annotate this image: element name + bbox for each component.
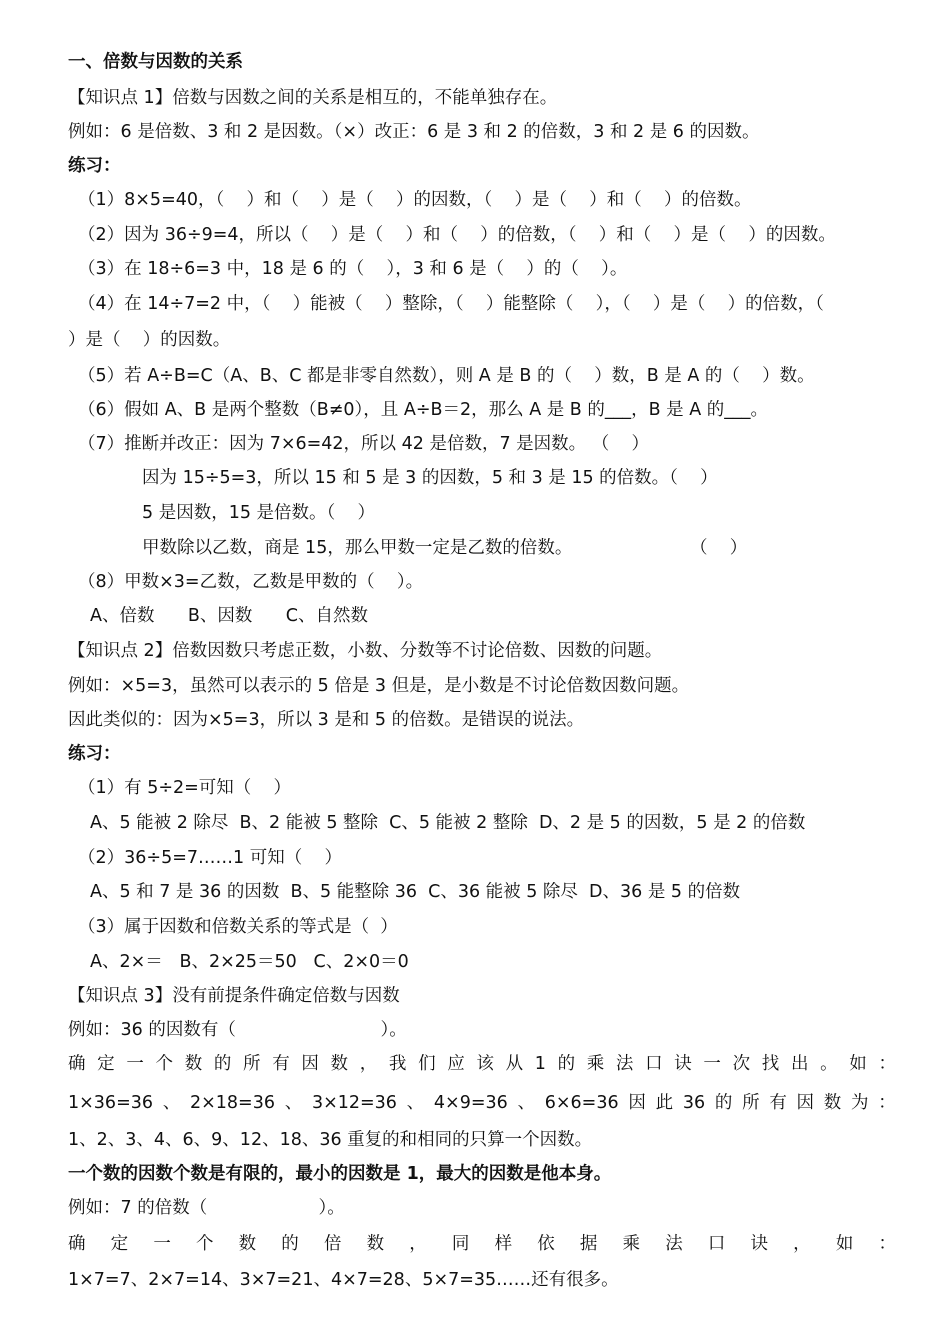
choice-options: A、倍数 B、因数 C、自然数 bbox=[90, 606, 368, 626]
token: 有 bbox=[769, 1093, 787, 1113]
token: 、 bbox=[517, 1093, 536, 1113]
char: 有 bbox=[272, 1054, 290, 1074]
char: 样 bbox=[494, 1234, 513, 1254]
char: ： bbox=[878, 1054, 896, 1074]
token: 3×12=36 bbox=[311, 1093, 397, 1113]
char: 从 bbox=[505, 1054, 524, 1074]
char: 该 bbox=[476, 1054, 494, 1074]
token: 为 bbox=[851, 1093, 869, 1113]
key-conclusion: 一个数的因数个数是有限的，最小的因数是 1，最大的因数是他本身。 bbox=[68, 1164, 612, 1184]
char: 诀 bbox=[750, 1234, 768, 1254]
token: 、 bbox=[284, 1093, 303, 1113]
token: 、 bbox=[162, 1093, 181, 1113]
exercise-subitem: 因为 15÷5=3，所以 15 和 5 是 3 的因数，5 和 3 是 15 的倍数。（ ） bbox=[142, 468, 718, 488]
token: 、 bbox=[406, 1093, 425, 1113]
token: 因 bbox=[628, 1093, 646, 1113]
example-text: 例如：7 的倍数（ ）。 bbox=[68, 1198, 345, 1218]
token: 的 bbox=[714, 1093, 733, 1113]
exercise-item: （2）36÷5=7……1 可知（ ） bbox=[78, 848, 342, 868]
char: 一 bbox=[126, 1054, 144, 1074]
exercise-subitem: 甲数除以乙数，商是 15，那么甲数一定是乙数的倍数。 bbox=[142, 538, 573, 558]
choice-options: A、2×＝ B、2×25＝50 C、2×0＝0 bbox=[90, 952, 409, 972]
multiples-list: 1×7=7、2×7=14、3×7=21、4×7=28、5×7=35……还有很多。 bbox=[68, 1270, 619, 1290]
char: 倍 bbox=[323, 1234, 342, 1254]
factors-list: 1、2、3、4、6、9、12、18、36 重复的和相同的只算一个因数。 bbox=[68, 1130, 593, 1150]
char: 法 bbox=[665, 1234, 683, 1254]
char: ， bbox=[409, 1234, 427, 1254]
char: ， bbox=[359, 1054, 378, 1074]
char: 确 bbox=[68, 1054, 86, 1074]
exercise-item: （8）甲数×3=乙数，乙数是甲数的（ ）。 bbox=[78, 572, 424, 592]
section-heading: 一、倍数与因数的关系 bbox=[68, 52, 243, 72]
exercise-item: （3）在 18÷6=3 中，18 是 6 的（ ），3 和 6 是（ ）的（ ）。 bbox=[78, 259, 628, 279]
example-text: 因此类似的：因为×5=3，所以 3 是和 5 的倍数。是错误的说法。 bbox=[68, 710, 585, 730]
char: 因 bbox=[301, 1054, 319, 1074]
char: 所 bbox=[243, 1054, 261, 1074]
char: 一 bbox=[153, 1234, 171, 1254]
char: 定 bbox=[97, 1054, 115, 1074]
knowledge-point-2: 【知识点 2】倍数因数只考虑正数，小数、分数等不讨论倍数、因数的问题。 bbox=[68, 641, 663, 661]
exercise-heading: 练习： bbox=[68, 744, 121, 764]
choice-options: A、5 能被 2 除尽 B、2 能被 5 整除 C、5 能被 2 整除 D、2 是 5 的因数，5 是 2 的倍数 bbox=[90, 813, 806, 833]
token: 6×6=36 bbox=[544, 1093, 619, 1113]
token: 2×18=36 bbox=[189, 1093, 275, 1113]
exercise-item: （6）假如 A、B 是两个整数（B≠0），且 A÷B＝2，那么 A 是 B 的___，B 是 A 的___。 bbox=[78, 400, 769, 420]
exercise-item: （2）因为 36÷9=4，所以（ ）是（ ）和（ ）的倍数，（ ）和（ ）是（ ）的因数。 bbox=[78, 225, 836, 245]
example-text: 例如：6 是倍数、3 和 2 是因数。（×）改正：6 是 3 和 2 的倍数，3 和 2 是 6 的因数。 bbox=[68, 122, 760, 142]
exercise-item: （1）8×5=40，（ ）和（ ）是（ ）的因数，（ ）是（ ）和（ ）的倍数。 bbox=[78, 190, 752, 210]
char: 口 bbox=[645, 1054, 663, 1074]
knowledge-point-3: 【知识点 3】没有前提条件确定倍数与因数 bbox=[68, 986, 400, 1006]
char: 同 bbox=[451, 1234, 470, 1254]
token: 因 bbox=[796, 1093, 815, 1113]
token: ： bbox=[878, 1093, 896, 1113]
answer-bracket: （ ） bbox=[690, 538, 748, 558]
char: 次 bbox=[732, 1054, 751, 1074]
char: 出 bbox=[790, 1054, 809, 1074]
char: 一 bbox=[703, 1054, 721, 1074]
knowledge-point-1: 【知识点 1】倍数与因数之间的关系是相互的，不能单独存在。 bbox=[68, 88, 558, 108]
token: 此 bbox=[655, 1093, 674, 1113]
char: 数 bbox=[330, 1054, 349, 1074]
char: 的 bbox=[213, 1054, 232, 1074]
char: 乘 bbox=[622, 1234, 641, 1254]
exercise-item: （7）推断并改正：因为 7×6=42，所以 42 是倍数，7 是因数。 （ ） bbox=[78, 434, 649, 454]
char: 们 bbox=[418, 1054, 436, 1074]
char: 乘 bbox=[586, 1054, 605, 1074]
char: 据 bbox=[579, 1234, 598, 1254]
token: 数 bbox=[823, 1093, 842, 1113]
char: 个 bbox=[155, 1054, 174, 1074]
token: 36 bbox=[682, 1093, 706, 1113]
exercise-subitem: 5 是因数，15 是倍数。（ ） bbox=[142, 503, 376, 523]
char: 个 bbox=[195, 1234, 214, 1254]
char: 定 bbox=[110, 1234, 129, 1254]
char: 的 bbox=[557, 1054, 576, 1074]
char: 法 bbox=[615, 1054, 634, 1074]
justified-line bbox=[68, 1232, 896, 1256]
char: 诀 bbox=[674, 1054, 692, 1074]
justified-line bbox=[68, 1091, 896, 1115]
char: 找 bbox=[761, 1054, 780, 1074]
char: 应 bbox=[447, 1054, 465, 1074]
exercise-item: （4）在 14÷7=2 中，（ ）能被（ ）整除，（ ）能整除（ ），（ ）是（ ）的倍数，（ bbox=[78, 294, 824, 314]
char: ： bbox=[878, 1234, 896, 1254]
exercise-item: （3）属于因数和倍数关系的等式是（ ） bbox=[78, 917, 398, 937]
exercise-heading: 练习： bbox=[68, 156, 121, 176]
choice-options: A、5 和 7 是 36 的因数 B、5 能整除 36 C、36 能被 5 除尽 D、36 是 5 的倍数 bbox=[90, 882, 741, 902]
example-text: 例如：36 的因数有（ ）。 bbox=[68, 1020, 407, 1040]
exercise-item: （1）有 5÷2=可知（ ） bbox=[78, 778, 292, 798]
char: 数 bbox=[184, 1054, 203, 1074]
char: 依 bbox=[537, 1234, 555, 1254]
token: 4×9=36 bbox=[433, 1093, 508, 1113]
char: 我 bbox=[388, 1054, 407, 1074]
exercise-item-continued: ）是（ ）的因数。 bbox=[68, 330, 231, 350]
example-text: 例如：×5=3，虽然可以表示的 5 倍是 3 但是，是小数是不讨论倍数因数问题。 bbox=[68, 676, 690, 696]
token: 1×36=36 bbox=[68, 1093, 153, 1113]
justified-line bbox=[68, 1052, 896, 1076]
char: 如 bbox=[835, 1234, 854, 1254]
char: ， bbox=[793, 1234, 811, 1254]
char: 数 bbox=[366, 1234, 385, 1254]
token: 所 bbox=[742, 1093, 760, 1113]
char: 如 bbox=[849, 1054, 867, 1074]
char: 确 bbox=[68, 1234, 86, 1254]
char: 。 bbox=[820, 1054, 838, 1074]
exercise-item: （5）若 A÷B=C（A、B、C 都是非零自然数），则 A 是 B 的（ ）数，B 是 A 的（ ）数。 bbox=[78, 366, 815, 386]
char: 的 bbox=[281, 1234, 299, 1254]
char: 1 bbox=[534, 1054, 546, 1074]
char: 数 bbox=[238, 1234, 257, 1254]
char: 口 bbox=[707, 1234, 726, 1254]
